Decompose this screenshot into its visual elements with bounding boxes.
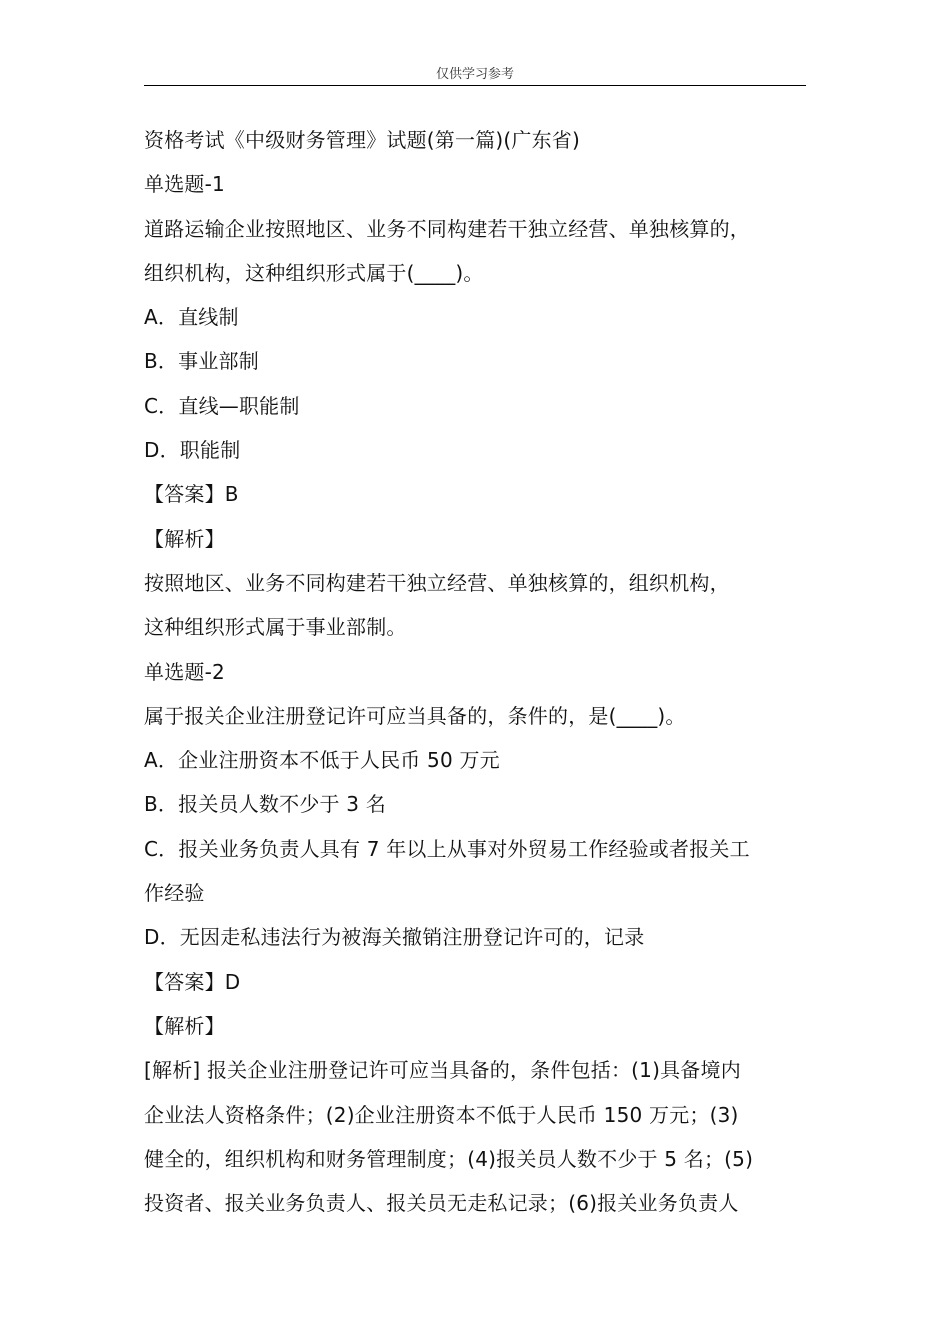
question-2-option-a: A．企业注册资本不低于人民币 50 万元 xyxy=(144,748,500,773)
question-1-analysis-label: 【解析】 xyxy=(144,526,225,551)
question-1-analysis-line-2: 这种组织形式属于事业部制。 xyxy=(144,615,407,640)
question-2-analysis-line-1: [解析] 报关企业注册登记许可应当具备的，条件包括：(1)具备境内 xyxy=(144,1058,741,1083)
question-2-analysis-line-2: 企业法人资格条件；(2)企业注册资本不低于人民币 150 万元；(3) xyxy=(144,1102,739,1127)
question-1-option-c: C．直线—职能制 xyxy=(144,393,300,418)
question-heading-1: 单选题-1 xyxy=(144,172,225,197)
question-heading-2: 单选题-2 xyxy=(144,659,225,684)
question-2-answer: 【答案】D xyxy=(144,969,241,994)
document-title: 资格考试《中级财务管理》试题(第一篇)(广东省) xyxy=(144,128,581,152)
question-1-stem-line-1: 道路运输企业按照地区、业务不同构建若干独立经营、单独核算的， xyxy=(144,216,750,241)
question-2-option-b: B．报关员人数不少于 3 名 xyxy=(144,792,386,817)
question-2-stem: 属于报关企业注册登记许可应当具备的，条件的，是(____)。 xyxy=(144,703,686,728)
question-1-analysis-line-1: 按照地区、业务不同构建若干独立经营、单独核算的，组织机构， xyxy=(144,570,730,595)
question-1-answer: 【答案】B xyxy=(144,482,239,507)
question-1-option-b: B．事业部制 xyxy=(144,349,259,374)
question-2-analysis-label: 【解析】 xyxy=(144,1013,225,1038)
question-2-option-d: D．无因走私违法行为被海关撤销注册登记许可的，记录 xyxy=(144,925,645,950)
header-rule xyxy=(144,85,806,86)
question-1-stem-line-2: 组织机构，这种组织形式属于(____)。 xyxy=(144,260,484,285)
question-2-analysis-line-3: 健全的，组织机构和财务管理制度；(4)报关员人数不少于 5 名；(5) xyxy=(144,1146,754,1171)
question-1-option-a: A．直线制 xyxy=(144,305,239,330)
question-2-option-c-line-1: C．报关业务负责人具有 7 年以上从事对外贸易工作经验或者报关工 xyxy=(144,836,750,861)
question-2-analysis-line-4: 投资者、报关业务负责人、报关员无走私记录；(6)报关业务负责人 xyxy=(144,1191,739,1216)
page-header: 仅供学习参考 xyxy=(435,67,514,82)
document-body xyxy=(144,118,808,1225)
question-2-option-c-line-2: 作经验 xyxy=(144,881,205,906)
question-1-option-d: D．职能制 xyxy=(144,438,241,463)
